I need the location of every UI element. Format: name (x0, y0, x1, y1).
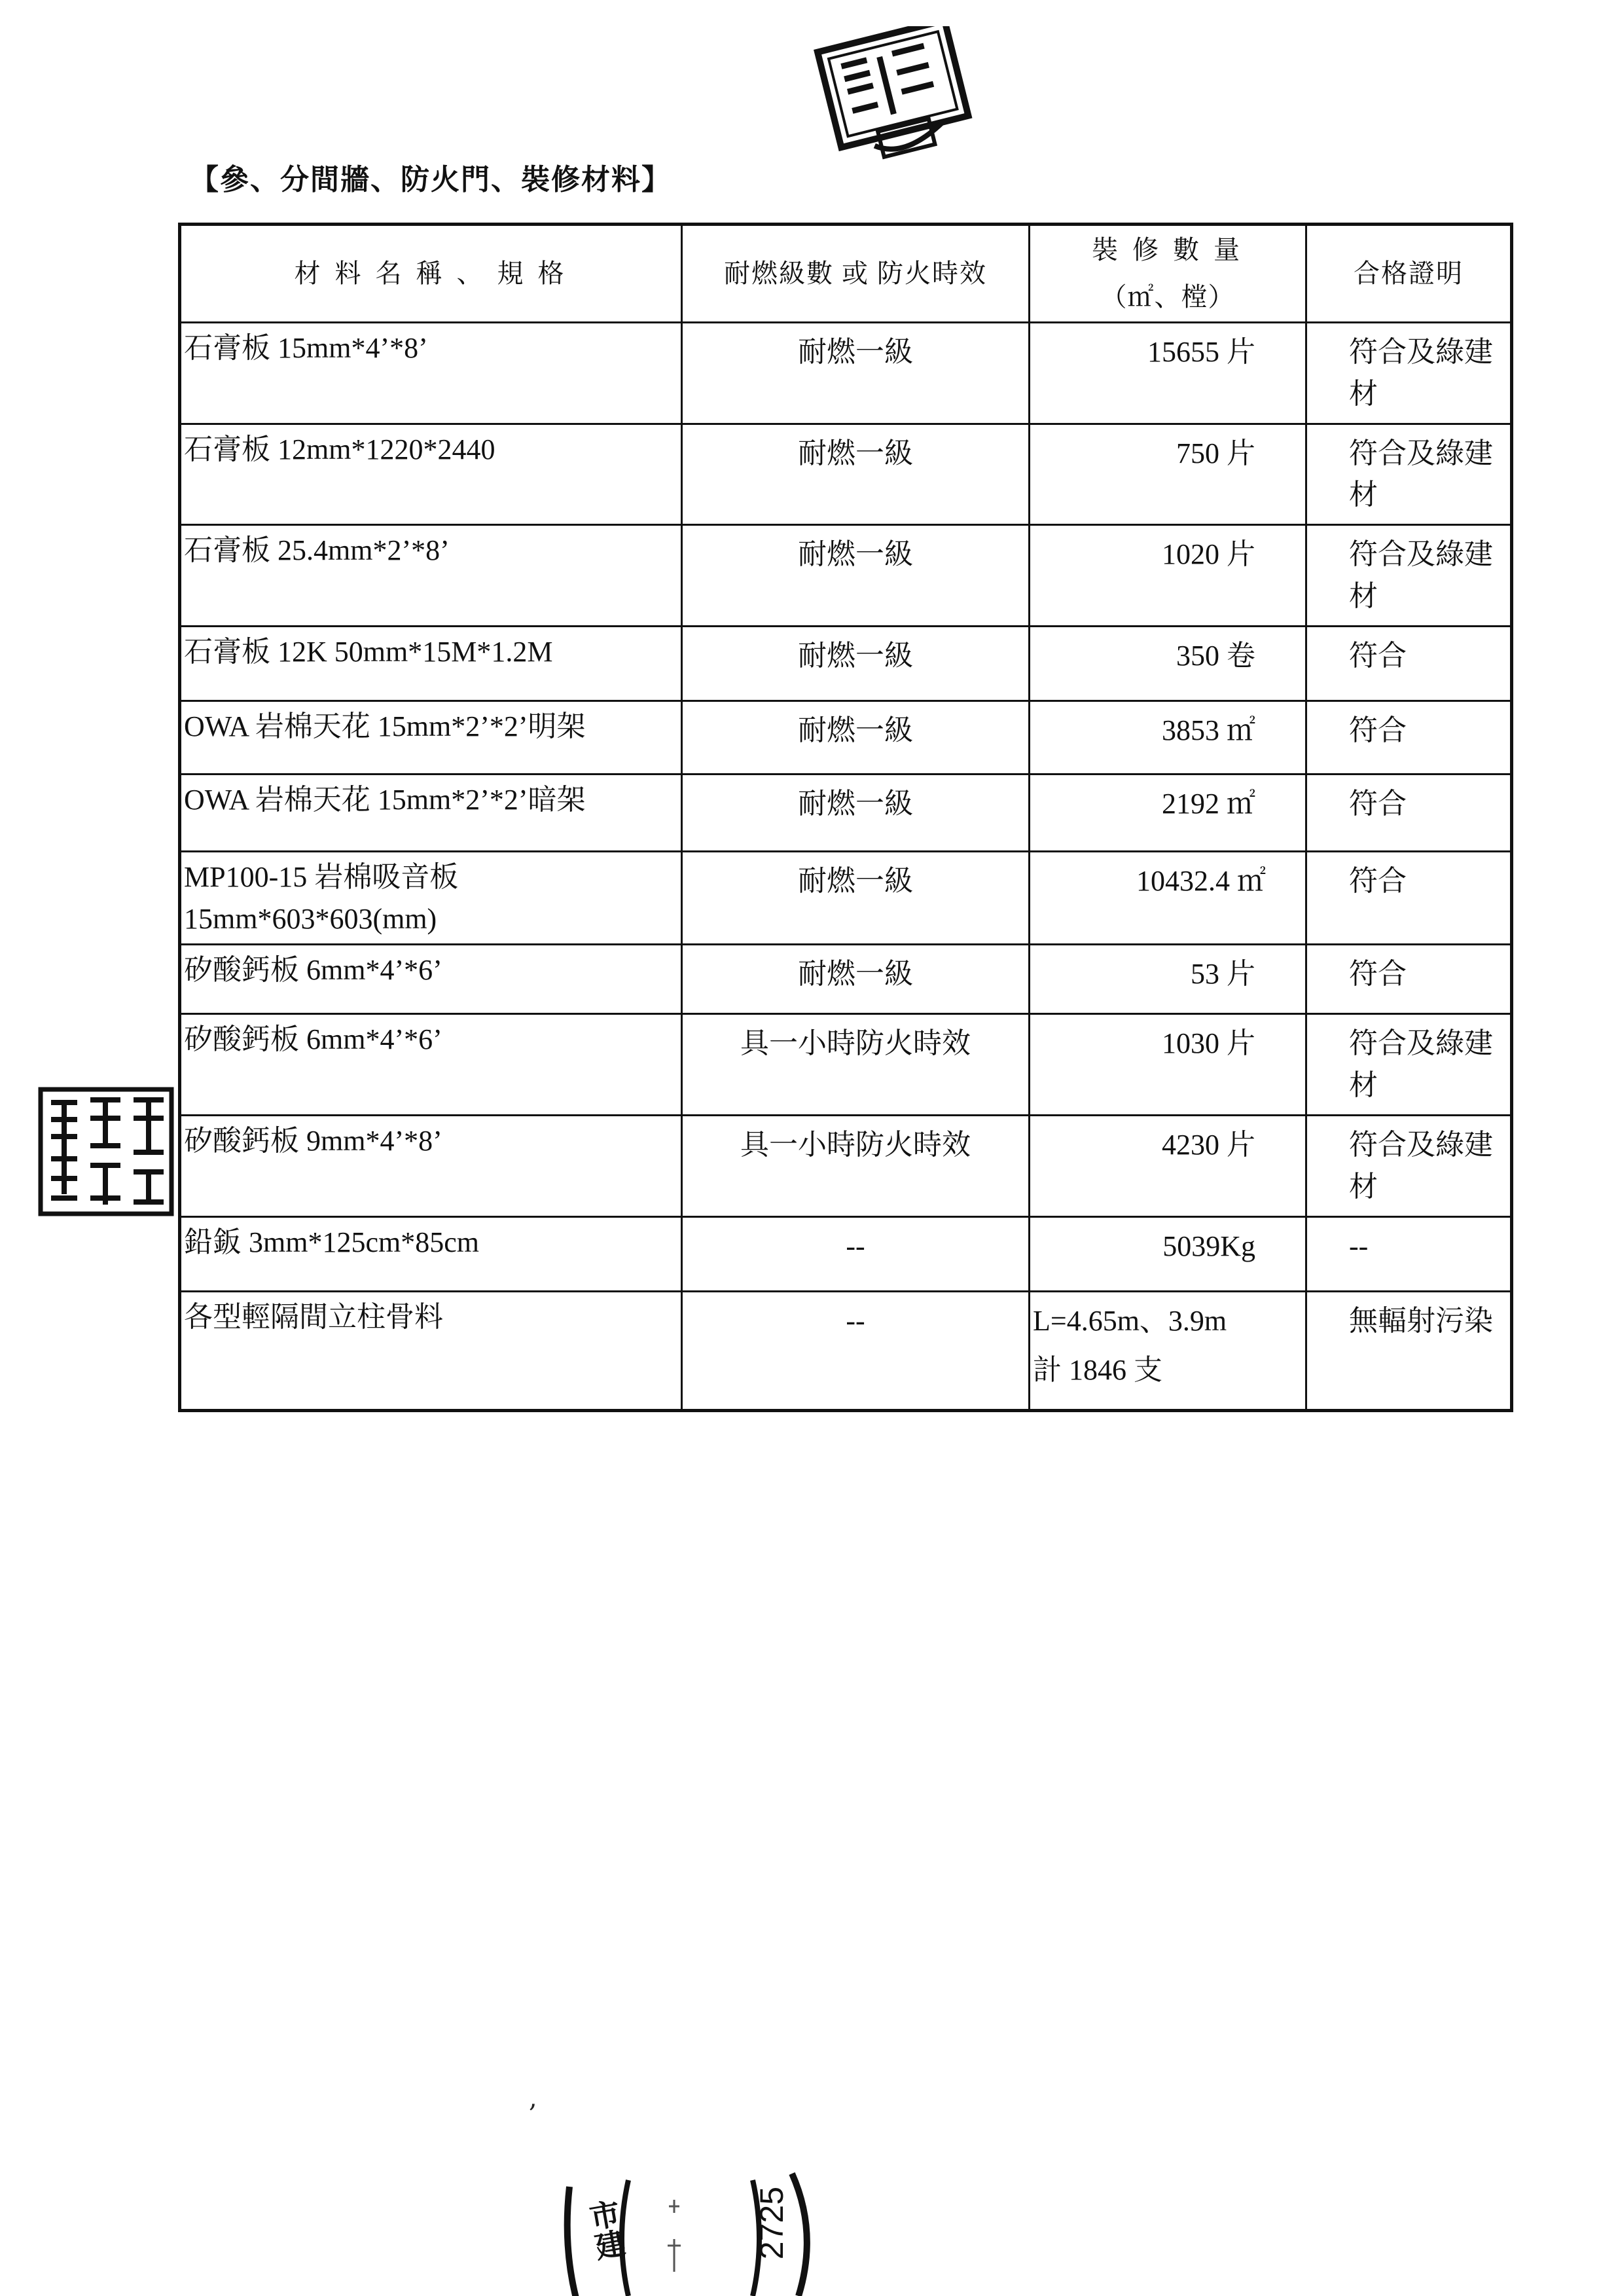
cell-quantity: 2192 ㎡ (1030, 774, 1306, 851)
cell-name (180, 851, 682, 945)
bottom-partial-stamp (556, 2160, 831, 2296)
header-quantity-line2: （㎡、樘） (1100, 282, 1235, 312)
cell-fire-rating: 耐燃一級 (682, 525, 1030, 627)
cell-quantity: 53 片 (1030, 945, 1306, 1014)
cell-quantity: 15655 片 (1030, 323, 1306, 424)
header-quantity-line1: 裝 修 數 量 (1092, 235, 1244, 264)
cell-certificate: 符合 (1306, 945, 1512, 1014)
cell-quantity: 350 卷 (1030, 626, 1306, 701)
table-row (180, 626, 1512, 701)
cell-quantity: 1030 片 (1030, 1014, 1306, 1116)
table-row (180, 701, 1512, 774)
cell-name: 石膏板 12mm*1220*2440 (180, 424, 682, 525)
table-row (180, 525, 1512, 627)
cell-quantity-line2: 計 1846 支 (1033, 1354, 1162, 1387)
cell-name: 矽酸鈣板 6mm*4’*6’ (180, 1014, 682, 1116)
table-row (180, 851, 1512, 945)
cell-quantity: 1020 片 (1030, 525, 1306, 627)
cell-quantity: 10432.4 ㎡ (1030, 851, 1306, 945)
header-name: 材 料 名 稱 、 規 格 (180, 225, 682, 323)
table-row (180, 1291, 1512, 1410)
cell-certificate: 符合及綠建材 (1306, 323, 1512, 424)
cell-certificate: -- (1306, 1216, 1512, 1291)
cell-certificate: 符合 (1306, 774, 1512, 851)
cell-name-line2: 15mm*603*603(mm) (184, 902, 437, 935)
cell-name-line1: MP100-15 岩棉吸音板 (184, 860, 459, 893)
cell-certificate: 符合 (1306, 851, 1512, 945)
cell-certificate: 符合及綠建材 (1306, 1115, 1512, 1216)
left-seal-stamp (38, 1087, 175, 1218)
table-row (180, 1115, 1512, 1216)
header-fire-rating: 耐燃級數 或 防火時效 (682, 225, 1030, 323)
cell-name: 鉛鈑 3mm*125cm*85cm (180, 1216, 682, 1291)
cell-name: 石膏板 15mm*4’*8’ (180, 323, 682, 424)
header-certificate: 合格證明 (1306, 225, 1512, 323)
cell-certificate: 無輻射污染 (1306, 1291, 1512, 1410)
cell-quantity (1030, 1291, 1306, 1410)
cell-quantity: 3853 ㎡ (1030, 701, 1306, 774)
section-title: 【參、分間牆、防火門、裝修材料】 (190, 163, 672, 196)
bottom-stamp-text: 市建 (583, 2197, 628, 2263)
bottom-stamp-number: 2725 (753, 2187, 790, 2260)
top-seal-stamp (812, 26, 995, 170)
table-row (180, 945, 1512, 1014)
cell-fire-rating: 耐燃一級 (682, 323, 1030, 424)
cell-fire-rating: 具一小時防火時效 (682, 1014, 1030, 1116)
header-quantity (1030, 225, 1306, 323)
cell-name: OWA 岩棉天花 15mm*2’*2’暗架 (180, 774, 682, 851)
cell-name: 矽酸鈣板 6mm*4’*6’ (180, 945, 682, 1014)
cell-name: 矽酸鈣板 9mm*4’*8’ (180, 1115, 682, 1216)
table-row (180, 1216, 1512, 1291)
table-row (180, 424, 1512, 525)
stray-mark: , (529, 2083, 537, 2113)
materials-table (178, 223, 1513, 1412)
cell-certificate: 符合及綠建材 (1306, 1014, 1512, 1116)
cell-quantity-line1: L=4.65m、3.9m (1033, 1304, 1227, 1337)
cell-fire-rating: 具一小時防火時效 (682, 1115, 1030, 1216)
table-row (180, 774, 1512, 851)
cell-certificate: 符合及綠建材 (1306, 525, 1512, 627)
cell-certificate: 符合及綠建材 (1306, 424, 1512, 525)
cell-fire-rating: -- (682, 1291, 1030, 1410)
table-header-row (180, 225, 1512, 323)
cell-fire-rating: 耐燃一級 (682, 626, 1030, 701)
cell-fire-rating: -- (682, 1216, 1030, 1291)
cell-fire-rating: 耐燃一級 (682, 945, 1030, 1014)
cell-quantity: 750 片 (1030, 424, 1306, 525)
cell-name: 各型輕隔間立柱骨料 (180, 1291, 682, 1410)
cell-name: 石膏板 25.4mm*2’*8’ (180, 525, 682, 627)
cell-fire-rating: 耐燃一級 (682, 701, 1030, 774)
cell-fire-rating: 耐燃一級 (682, 424, 1030, 525)
cell-quantity: 5039Kg (1030, 1216, 1306, 1291)
cell-fire-rating: 耐燃一級 (682, 774, 1030, 851)
cell-name: OWA 岩棉天花 15mm*2’*2’明架 (180, 701, 682, 774)
cell-certificate: 符合 (1306, 701, 1512, 774)
cell-certificate: 符合 (1306, 626, 1512, 701)
table-row (180, 323, 1512, 424)
cell-fire-rating: 耐燃一級 (682, 851, 1030, 945)
table-row (180, 1014, 1512, 1116)
cell-name: 石膏板 12K 50mm*15M*1.2M (180, 626, 682, 701)
cell-quantity: 4230 片 (1030, 1115, 1306, 1216)
